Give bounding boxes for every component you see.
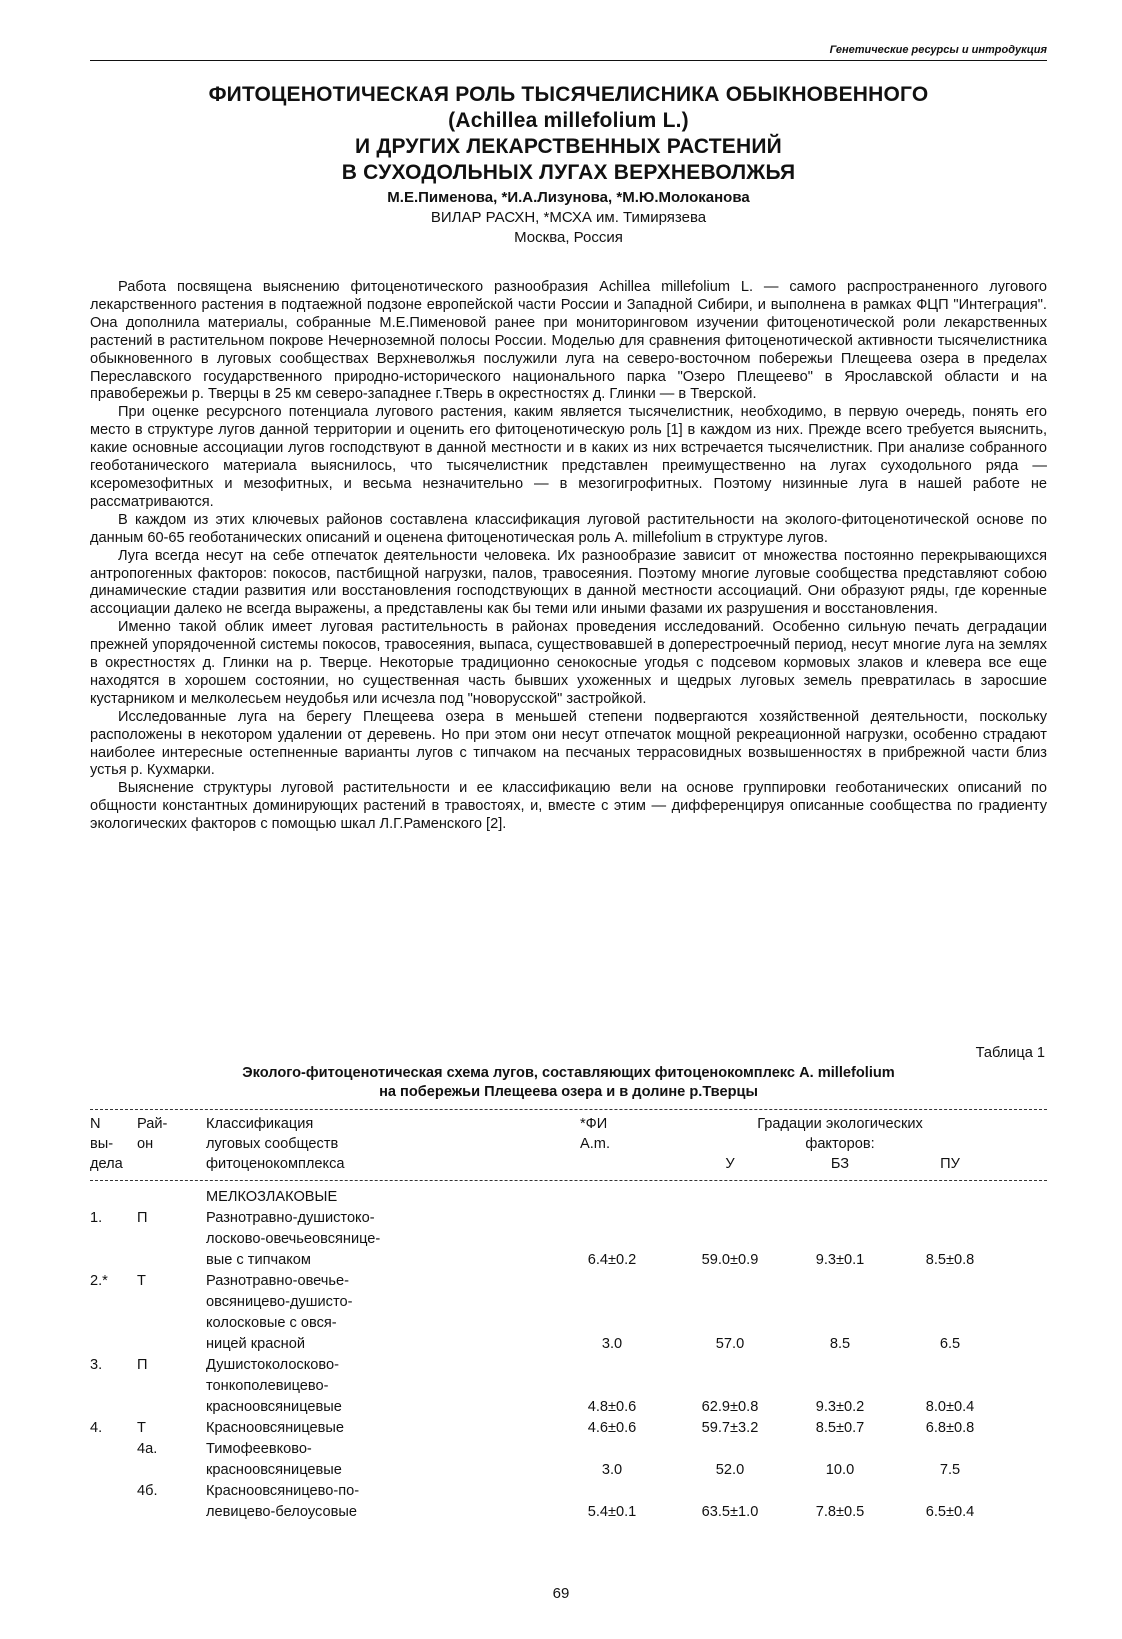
- row-fi: 6.4±0.2: [587, 1252, 637, 1268]
- row-fi: 3.0: [601, 1336, 623, 1352]
- table-top-rule: [90, 1109, 1047, 1110]
- row-region: 4б.: [137, 1483, 158, 1499]
- header-fi-1: *ФИ: [580, 1116, 608, 1132]
- row-u: 59.0±0.9: [701, 1252, 759, 1268]
- header-u: У: [725, 1156, 735, 1172]
- row-pu: 6.8±0.8: [925, 1420, 975, 1436]
- table-caption: [90, 1064, 1047, 1102]
- running-head: Генетические ресурсы и интродукция: [829, 44, 1047, 56]
- row-pu: 6.5±0.4: [925, 1504, 975, 1520]
- row-fi: 4.6±0.6: [587, 1420, 637, 1436]
- row-class-line: красноовсяницевые: [206, 1462, 342, 1478]
- title-line: (Achillea millefolium L.): [448, 109, 689, 132]
- row-region: Т: [137, 1420, 146, 1436]
- affiliation: ВИЛАР РАСХН, *МСХА им. Тимирязева: [430, 209, 707, 226]
- row-class-line: овсяницево-душисто-: [206, 1294, 353, 1310]
- row-class-line: колосковые с овся-: [206, 1315, 337, 1331]
- row-class-line: вые с типчаком: [206, 1252, 311, 1268]
- row-region: Т: [137, 1273, 146, 1289]
- row-region: П: [137, 1210, 148, 1226]
- title-line: В СУХОДОЛЬНЫХ ЛУГАХ ВЕРХНЕВОЛЖЬЯ: [341, 161, 796, 184]
- row-number: 2.*: [90, 1273, 108, 1289]
- header-region-2: он: [137, 1136, 154, 1152]
- header-n-1: N: [90, 1116, 101, 1132]
- row-class-line: Разнотравно-овечье-: [206, 1273, 349, 1289]
- title-line: ФИТОЦЕНОТИЧЕСКАЯ РОЛЬ ТЫСЯЧЕЛИСНИКА ОБЫКНОВЕННОГО: [208, 83, 929, 106]
- header-n-3: дела: [90, 1156, 123, 1172]
- row-class-line: тонкополевицево-: [206, 1378, 329, 1394]
- row-class-line: красноовсяницевые: [206, 1399, 342, 1415]
- row-class-line: Разнотравно-душистоко-: [206, 1210, 375, 1226]
- paragraph: При оценке ресурсного потенциала лугового растения, каким является тысячелистник, необходимо, в первую очередь, понять его место в структуре лугов данной территории и оценить его фитоценотическую роль [1] в каждом из них. Прежде всего требуется выяснить, какие основные ассоциации лугов господствуют в данной местности и в каких из них встречается тысячелистник. При анализе собранного геоботанического материала выяснилось, что тысячелистник представлен преимущественно на лугах суходольного ряда — ксеромезофитных и мезофитных, и весьма незначительно — в мезогигрофитных. Поэтому низинные луга в нашей работе не рассматриваются.: [90, 404, 1047, 510]
- header-n-2: вы-: [90, 1136, 114, 1152]
- row-bz: 7.8±0.5: [815, 1504, 865, 1520]
- row-class-line: лосково-овечьеовсянице-: [206, 1231, 381, 1247]
- row-pu: 8.0±0.4: [925, 1399, 975, 1415]
- table-caption-line: Эколого-фитоценотическая схема лугов, составляющих фитоценокомплекс A. millefolium: [242, 1065, 895, 1081]
- row-class-line: левицево-белоусовые: [206, 1504, 357, 1520]
- page-number: 69: [552, 1585, 570, 1602]
- paragraph: Исследованные луга на берегу Плещеева озера в меньшей степени подвергаются хозяйственной деятельности, поскольку расположены в некотором удалении от деревень. Но при этом они несут отпечаток мощной рекреационной нагрузки, особенно страдают наиболее интересные остепненные варианты лугов с типчаком на песчаных террасовидных возвышенностях в прибрежной части близ устья р. Кухмарки.: [90, 708, 1047, 779]
- paragraph: Именно такой облик имеет луговая растительность в районах проведения исследований. Особенно сильную печать деградации прежней упорядоченной системы покосов, травосеяния, выпаса, существовавшей в доперестроечный период, несут многие луга на землях в окрестностях д. Глинки на р. Тверце. Некоторые традиционно сенокосные угодья с подсевом кормовых злаков и клевера все еще находятся в хорошем состоянии, но существенная часть бывших ухоженных и щедрых луговых земель превратилась в заросшие кустарником и мелколесьем неудобья или исчезла под "новорусской" застройкой.: [90, 619, 1047, 707]
- paragraph: В каждом из этих ключевых районов составлена классификация луговой растительности на эколого-фитоценотической основе по данным 60-65 геоботанических описаний и оценена фитоценотическая роль A. millefolium в структуре лугов.: [90, 511, 1047, 546]
- row-region: П: [137, 1357, 148, 1373]
- row-pu: 7.5: [939, 1462, 961, 1478]
- header-fi-2: A.m.: [580, 1136, 610, 1152]
- authors: М.Е.Пименова, *И.А.Лизунова, *М.Ю.Молоканова: [387, 189, 750, 206]
- row-pu: 6.5: [939, 1336, 961, 1352]
- header-rule: [90, 60, 1047, 61]
- row-class-line: Душистоколосково-: [206, 1357, 339, 1373]
- row-bz: 10.0: [825, 1462, 855, 1478]
- row-pu: 8.5±0.8: [925, 1252, 975, 1268]
- paragraph: Выяснение структуры луговой растительности и ее классификацию вели на основе группировки геоботанических описаний по общности константных доминирующих растений в травостоях, и, вместе с этим — дифференцируя описанные сообщества по градиенту экологических факторов с помощью шкал Л.Г.Раменского [2].: [90, 780, 1047, 833]
- article-body: [90, 279, 1047, 834]
- row-u: 57.0: [715, 1336, 745, 1352]
- paragraph: Работа посвящена выяснению фитоценотического разнообразия Achillea millefolium L. — самого распространенного лугового лекарственного растения в подтаежной подзоне европейской части России и Западной Сибири, и выполнена в рамках ФЦП "Интеграция". Она дополнила материалы, собранные М.Е.Пименовой ранее при мониторинговом изучении фитоценотической роли лекарственных растений в растительном покрове Нечерноземной полосы России. Моделью для сравнения фитоценотической активности тысячелистника обыкновенного в луговых сообществах Верхневолжья послужили луга на северо-восточном побережьи Плещеева озера в пределах Переславского государственного природно-исторического национального парка "Озеро Плещеево" в Ярославской области и на правобережьи р. Тверцы в 25 км северо-западнее г.Тверь в окрестностях д. Глинки — в Тверской.: [90, 279, 1047, 403]
- row-class-line: ницей красной: [206, 1336, 305, 1352]
- row-region: 4а.: [137, 1441, 158, 1457]
- row-number: 3.: [90, 1357, 103, 1373]
- header-gradations-1: Градации экологических: [757, 1116, 923, 1132]
- row-bz: 9.3±0.1: [815, 1252, 865, 1268]
- row-number: 4.: [90, 1420, 103, 1436]
- row-fi: 5.4±0.1: [587, 1504, 637, 1520]
- group-title: МЕЛКОЗЛАКОВЫЕ: [206, 1189, 338, 1205]
- row-u: 63.5±1.0: [701, 1504, 759, 1520]
- header-class-3: фитоценокомплекса: [206, 1156, 345, 1172]
- title-block: [90, 82, 1047, 248]
- row-u: 59.7±3.2: [701, 1420, 759, 1436]
- table-label: Таблица 1: [975, 1045, 1045, 1061]
- row-fi: 3.0: [601, 1462, 623, 1478]
- row-u: 62.9±0.8: [701, 1399, 759, 1415]
- row-class-line: Красноовсяницевые: [206, 1420, 344, 1436]
- row-bz: 8.5: [829, 1336, 851, 1352]
- table-caption-line: на побережьи Плещеева озера и в долине р.Тверцы: [379, 1084, 758, 1100]
- header-bz: БЗ: [830, 1156, 850, 1172]
- row-fi: 4.8±0.6: [587, 1399, 637, 1415]
- row-number: 1.: [90, 1210, 103, 1226]
- title-line: И ДРУГИХ ЛЕКАРСТВЕННЫХ РАСТЕНИЙ: [355, 135, 782, 158]
- row-class-line: Тимофеевково-: [206, 1441, 312, 1457]
- header-pu: ПУ: [940, 1156, 960, 1172]
- header-region-1: Рай-: [137, 1116, 168, 1132]
- row-bz: 8.5±0.7: [815, 1420, 865, 1436]
- location: Москва, Россия: [514, 229, 623, 246]
- table-header-rule: [90, 1180, 1047, 1181]
- row-class-line: Красноовсяницево-по-: [206, 1483, 360, 1499]
- row-bz: 9.3±0.2: [815, 1399, 865, 1415]
- header-class-2: луговых сообществ: [206, 1136, 339, 1152]
- row-u: 52.0: [715, 1462, 745, 1478]
- header-class-1: Классификация: [206, 1116, 314, 1132]
- header-gradations-2: факторов:: [805, 1136, 875, 1152]
- paragraph: Луга всегда несут на себе отпечаток деятельности человека. Их разнообразие зависит от множества постоянно перекрывающихся антропогенных факторов: покосов, пастбищной нагрузки, палов, травосеяния. Поэтому многие луговые сообщества представляют собою динамические стадии развития или восстановления господствующих в данной местности ассоциаций. Они образуют ряды, где коренные ассоциации далеко не всегда выражены, а представлены как бы теми или иными фазами их разрушения и восстановления.: [90, 547, 1047, 618]
